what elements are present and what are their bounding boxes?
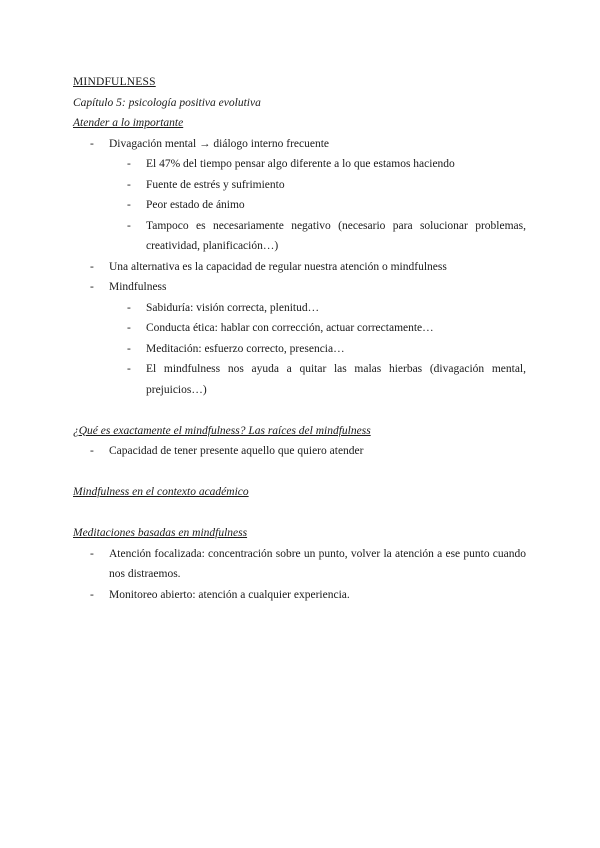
list-item-text: Capacidad de tener presente aquello que quiero atender: [109, 445, 364, 457]
bullet-dash: -: [90, 445, 94, 457]
list-item-text: Divagación mental → diálogo interno frecuente: [109, 137, 330, 150]
document-page: [73, 72, 526, 605]
sub-list-item-text: Meditación: esfuerzo correcto, presencia…: [146, 342, 345, 355]
sub-list-item-text: Tampoco es necesariamente negativo (necesario para solucionar problemas, creatividad, planificación…): [146, 219, 526, 252]
sub-list-item: [73, 318, 526, 339]
bullet-dash: -: [127, 342, 131, 355]
bullet-dash: -: [127, 301, 131, 314]
list-item: [73, 277, 526, 298]
sub-list-item-text: Conducta ética: hablar con corrección, actuar correctamente…: [146, 322, 434, 334]
bullet-dash: -: [90, 260, 94, 273]
bullet-dash: -: [127, 199, 131, 211]
document-subtitle: Capítulo 5: psicología positiva evolutiva: [73, 96, 261, 109]
bullet-dash: -: [90, 137, 94, 150]
sub-list-item: [73, 216, 526, 257]
bullet-dash: -: [90, 547, 94, 560]
list-item-text: Una alternativa es la capacidad de regular nuestra atención o mindfulness: [109, 260, 447, 273]
list-item-text: Atención focalizada: concentración sobre un punto, volver la atención a ese punto cuando nos distraemos.: [109, 547, 526, 580]
sub-list-item: [73, 154, 526, 175]
sub-list-item: [73, 359, 526, 400]
sub-list-item: [73, 298, 526, 319]
section-list-meditaciones: [73, 544, 526, 606]
document-title: MINDFULNESS: [73, 76, 156, 88]
bullet-dash: -: [127, 322, 131, 334]
list-item-text: Mindfulness: [109, 281, 167, 293]
section-heading-atender: Atender a lo importante: [73, 117, 184, 129]
section-heading-que-es: ¿Qué es exactamente el mindfulness? Las raíces del mindfulness: [73, 424, 371, 437]
spacer: [73, 462, 526, 483]
sub-list-item-text: Peor estado de ánimo: [146, 199, 245, 211]
spacer: [73, 400, 526, 421]
sub-list-item: [73, 175, 526, 196]
section-heading-meditaciones: Meditaciones basadas en mindfulness: [73, 527, 248, 539]
sub-list-item: [73, 195, 526, 216]
sub-list-item-text: Sabiduría: visión correcta, plenitud…: [146, 301, 320, 314]
sub-list-item: [73, 339, 526, 360]
sub-list-item-text: El mindfulness nos ayuda a quitar las malas hierbas (divagación mental, prejuicios…): [146, 363, 526, 396]
list-item-text: Monitoreo abierto: atención a cualquier experiencia.: [109, 588, 350, 601]
bullet-dash: -: [127, 363, 131, 375]
section-list-que-es: [73, 441, 526, 462]
bullet-dash: -: [90, 588, 94, 601]
section-heading-contexto-academico: Mindfulness en el contexto académico: [73, 486, 249, 498]
list-item: [73, 544, 526, 585]
list-item: [73, 441, 526, 462]
bullet-dash: -: [127, 219, 131, 232]
bullet-dash: -: [90, 281, 94, 293]
list-item: [73, 257, 526, 278]
sub-list-item-text: Fuente de estrés y sufrimiento: [146, 178, 285, 191]
bullet-dash: -: [127, 178, 131, 191]
bullet-dash: -: [127, 158, 131, 170]
spacer: [73, 503, 526, 524]
list-item: [73, 585, 526, 606]
section-list-atender: [73, 134, 526, 401]
list-item: [73, 134, 526, 155]
sub-list-item-text: El 47% del tiempo pensar algo diferente a lo que estamos haciendo: [146, 158, 455, 170]
